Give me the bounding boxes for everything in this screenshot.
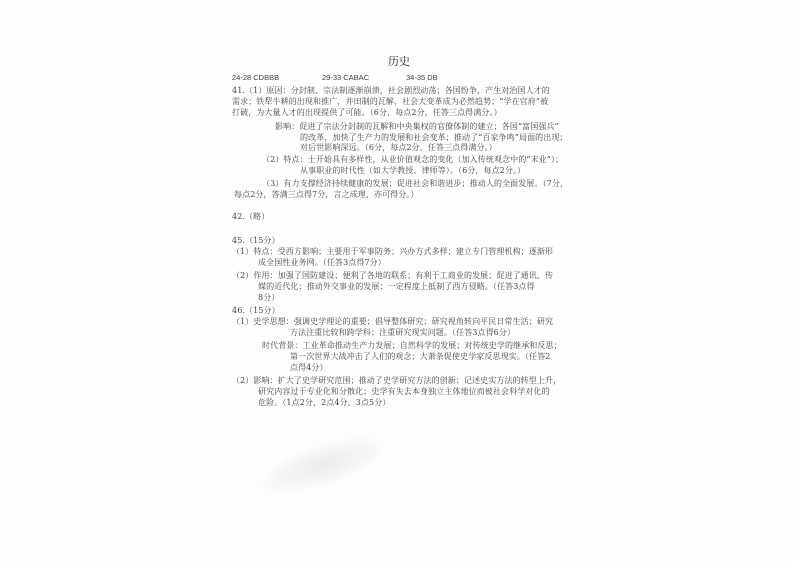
faint-watermark-smudge — [255, 426, 391, 504]
choice-answers-29-33: 29-33 CABAC — [322, 73, 370, 82]
choice-answers-34-35: 34-35 DB — [406, 73, 438, 82]
q41-part3-line: 每点2分，答满三点得7分，言之成理，亦可得分。） — [234, 190, 419, 199]
q41-part3-line: （3）有力支撑经济持续健康的发展；促进社会和谐进步；推动人的全面发展。（7分， — [262, 179, 569, 188]
q46-background-line: 点得4分） — [290, 363, 328, 372]
q41-reasons-line: 需求；铁犁牛耕的出现和推广，井田制的瓦解，社会大变革成为必然趋势；“学在官府”被 — [232, 97, 549, 106]
q41-reasons-line: 41.（1）原因：分封制、宗法制逐渐崩溃，社会剧烈动荡；各国纷争，产生对治国人才的 — [232, 86, 550, 95]
q45-features-line: 成全国性业务网。（任答3点得7分） — [258, 258, 386, 267]
q41-influence-line: 的改革，加快了生产力的发展和社会变革；推动了“百家争鸣”局面的出现； — [300, 133, 568, 142]
q46-impact-line: 危险。（1点2分，2点4分，3点5分） — [258, 398, 391, 407]
q41-features-line: （2）特点：士开始具有多样性，从业价值观念的变化（加入传统观念中的“末业”）； — [262, 155, 564, 164]
q45-effects-line: 8分） — [258, 293, 280, 302]
q45-effects-line: （2）作用：加强了国防建设；便利了各地的联系；有利于工商业的发展；促进了通讯、传 — [232, 271, 554, 280]
choice-answers-24-28: 24-28 CDBBB — [232, 73, 280, 82]
q45-features-line: （1）特点：受西方影响；主要用于军事防务；兴办方式多样；建立专门管理机构；逐渐形 — [232, 247, 554, 256]
q45-effects-line: 媒的近代化；推动外交事业的发展；一定程度上抵制了西方侵略。（任答3点得 — [258, 282, 535, 291]
document-title: 历史 — [388, 55, 410, 68]
q42-line: 42.（略） — [232, 212, 270, 221]
q46-background-line: 时代背景：工业革命推动生产力发展；自然科学的发展；对传统史学的继承和反思； — [262, 341, 562, 350]
q41-influence-line: 对后世影响深远。（6分，每点2分，任答三点得满分。） — [300, 143, 497, 152]
q46-heading: 46.（15分） — [232, 306, 280, 315]
q46-background-line: 第一次世界大战冲击了人们的观念；大萧条促使史学家反思现实。（任答2 — [290, 352, 551, 361]
q46-ideas-line: （1）史学思想：强调史学理论的重要；倡导整体研究；研究视角转向平民日常生活；研究 — [232, 317, 554, 326]
q41-reasons-line: 打破，为大量人才的出现提供了可能。（6分，每点2分，任答三点得满分。） — [232, 108, 502, 117]
q46-impact-line: （2）影响：扩大了史学研究范围；推动了史学研究方法的创新；记述史实方法的转型上升， — [232, 376, 562, 385]
q41-features-line: 从事职业的时代性（如大学教授、律师等）。（6分，每点2分。） — [300, 166, 526, 175]
q46-ideas-line: 方法注重比较和跨学科；注重研究现实问题。（任答3点得6分） — [290, 328, 516, 337]
q45-heading: 45.（15分） — [232, 236, 280, 245]
q41-influence-line: 影响：促进了宗法分封制的瓦解和中央集权的官僚体制的建立；各国“富国强兵” — [275, 122, 559, 131]
q46-impact-line: 研究内容过于专业化和分散化；史学有失去本身独立主体地位而被社会科学对化的 — [258, 387, 550, 396]
